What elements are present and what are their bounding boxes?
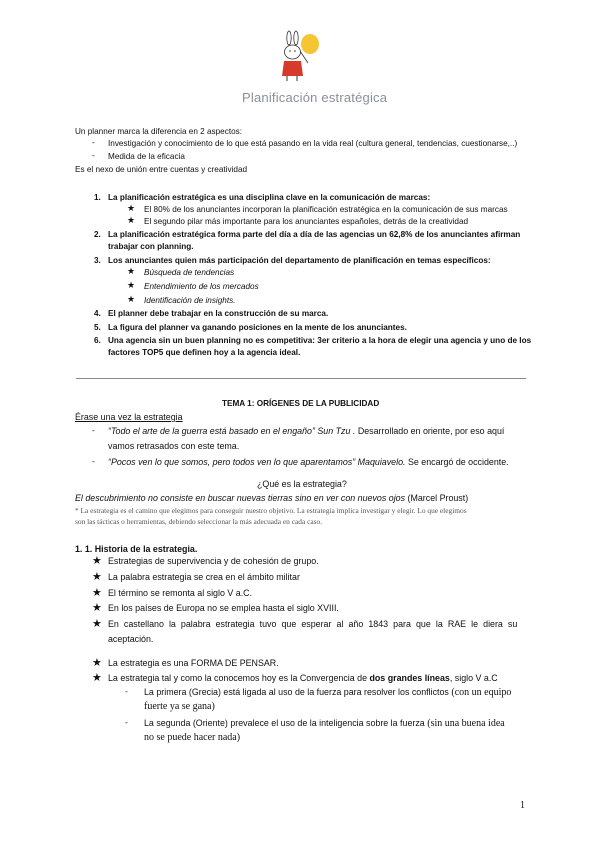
list-item: Los anunciantes quien más participación del departamento de planificación en temas específicos: (108, 256, 491, 265)
star-bullet: ★ (92, 555, 102, 567)
list-number: 3. (94, 256, 101, 265)
handwritten-note-cont: fuerte ya se gana) (144, 701, 215, 712)
list-item: El planner debe trabajar en la construcción de su marca. (108, 309, 329, 318)
page-number: 1 (520, 800, 525, 811)
quote-line-cont: vamos retrasados con este tema. (108, 441, 240, 451)
section-divider (76, 378, 526, 379)
history-heading: 1. 1. Historia de la estrategia. (75, 544, 198, 554)
sub-history-item (144, 686, 511, 699)
list-item-cont: trabajar con planning. (108, 242, 194, 251)
star-bullet: ★ (127, 203, 136, 213)
list-number: 1. (94, 193, 101, 202)
sub-history-item (144, 717, 505, 730)
handwritten-note: (con un equipo (448, 687, 512, 698)
quote-text: “Pocos ven lo que somos, pero todos ven lo que aparentamos” Maquiavelo. (108, 457, 406, 467)
proust-author: (Marcel Proust) (405, 493, 469, 503)
history-item (108, 657, 279, 670)
conv-tail: , siglo V a.C (449, 673, 498, 683)
list-item: La planificación estratégica es una disciplina clave en la comunicación de marcas: (108, 193, 431, 202)
handwritten-note-cont: no se puede hacer nada) (144, 732, 241, 743)
forma-text: La estrategia es una (108, 658, 191, 668)
history-item: Estrategias de supervivencia y de cohesión de grupo. (108, 556, 319, 566)
sub-item: Entendimiento de los mercados (144, 282, 259, 291)
list-item-cont: factores TOP5 que definen hoy a la agencia ideal. (108, 348, 301, 357)
grecia-text: La primera (Grecia) está ligada al uso de la fuerza para resolver los conflictos (144, 687, 449, 697)
history-item (108, 672, 498, 685)
dash-bullet: - (125, 717, 128, 727)
oriente-text: La segunda (Oriente) prevalece el uso de la inteligencia sobre la fuerza (144, 718, 425, 728)
dash-bullet: - (92, 456, 95, 466)
star-bullet: ★ (127, 294, 136, 304)
history-item: La palabra estrategia se crea en el ámbito militar (108, 572, 300, 582)
star-bullet: ★ (92, 657, 102, 669)
dash-bullet: - (92, 150, 95, 160)
note-line: * La estrategia es el camino que elegimos para conseguir nuestro objetivo. La estrategia implica investigar y elegir. Lo que elegimos (75, 506, 467, 515)
proust-quote (75, 492, 468, 505)
header-illustration (268, 30, 328, 85)
sub-item: El 80% de los anunciantes incorporan la planificación estratégica en la comunicación de sus marcas (144, 205, 508, 214)
page-title: Planificación estratégica (242, 90, 388, 105)
star-bullet: ★ (127, 280, 136, 290)
section-title: TEMA 1: ORÍGENES DE LA PUBLICIDAD (222, 399, 380, 408)
handwritten-note: (sin una buena idea (424, 718, 505, 729)
star-bullet: ★ (92, 618, 102, 630)
proust-text: El descubrimiento no consiste en buscar nuevas tierras sino en ver con nuevos ojos (75, 493, 406, 503)
history-item: El término se remonta al siglo V a.C. (108, 588, 253, 598)
dash-bullet: - (125, 686, 128, 696)
conv-text: La estrategia tal y como la conocemos hoy es la Convergencia de (108, 673, 370, 683)
quote-text: “Todo el arte de la guerra está basado en el engaño” Sun Tzu . (108, 426, 356, 436)
quote-comment: Desarrollado en oriente, por eso aquí (355, 426, 505, 436)
star-bullet: ★ (92, 571, 102, 583)
star-bullet: ★ (92, 587, 102, 599)
sub-item: El segundo pilar más importante para los anunciantes españoles, detrás de la creatividad (144, 217, 469, 226)
history-item-cont: aceptación. (108, 634, 154, 644)
list-number: 4. (94, 309, 101, 318)
quote-line (108, 425, 504, 438)
history-item: En los países de Europa no se emplea hasta el siglo XVIII. (108, 603, 339, 613)
list-number: 6. (94, 336, 101, 345)
list-number: 2. (94, 230, 101, 239)
intro-item: Investigación y conocimiento de lo que está pasando en la vida real (cultura general, tendencias, cuestionarse,..) (108, 139, 518, 148)
list-item: Una agencia sin un buen planning no es competitiva: 3er criterio a la hora de elegir una agencia y uno de los (108, 336, 532, 345)
star-bullet: ★ (92, 602, 102, 614)
list-number: 5. (94, 323, 101, 332)
subsection-title: Érase una vez la estrategia (75, 412, 183, 422)
sub-item: Identificación de insights. (144, 296, 236, 305)
history-item: En castellano la palabra estrategia tuvo que esperar al año 1843 para que la RAE le diera su (108, 619, 518, 629)
sub-item: Búsqueda de tendencias (144, 268, 235, 277)
note-line: son las tácticas o herramientas, debiendo seleccionar la más adecuada en cada caso. (75, 517, 323, 526)
conv-emphasis: dos grandes líneas (369, 673, 450, 683)
star-bullet: ★ (92, 672, 102, 684)
question-heading: ¿Qué es la estrategia? (257, 479, 347, 489)
quote-comment: Se encargó de occidente. (405, 457, 509, 467)
intro-item: Medida de la eficacia (108, 152, 185, 161)
dash-bullet: - (92, 425, 95, 435)
list-item: La figura del planner va ganando posiciones en la mente de los anunciantes. (108, 323, 407, 332)
quote-line (108, 456, 509, 469)
forma-emphasis: FORMA DE PENSAR. (190, 658, 279, 668)
star-bullet: ★ (127, 266, 136, 276)
list-item: La planificación estratégica forma parte del día a día de las agencias un 62,8% de los anunciantes afirman (108, 230, 521, 239)
dash-bullet: - (92, 137, 95, 147)
intro-nexus: Es el nexo de unión entre cuentas y creatividad (75, 165, 248, 174)
star-bullet: ★ (127, 215, 136, 225)
intro-lead: Un planner marca la diferencia en 2 aspectos: (75, 127, 243, 136)
